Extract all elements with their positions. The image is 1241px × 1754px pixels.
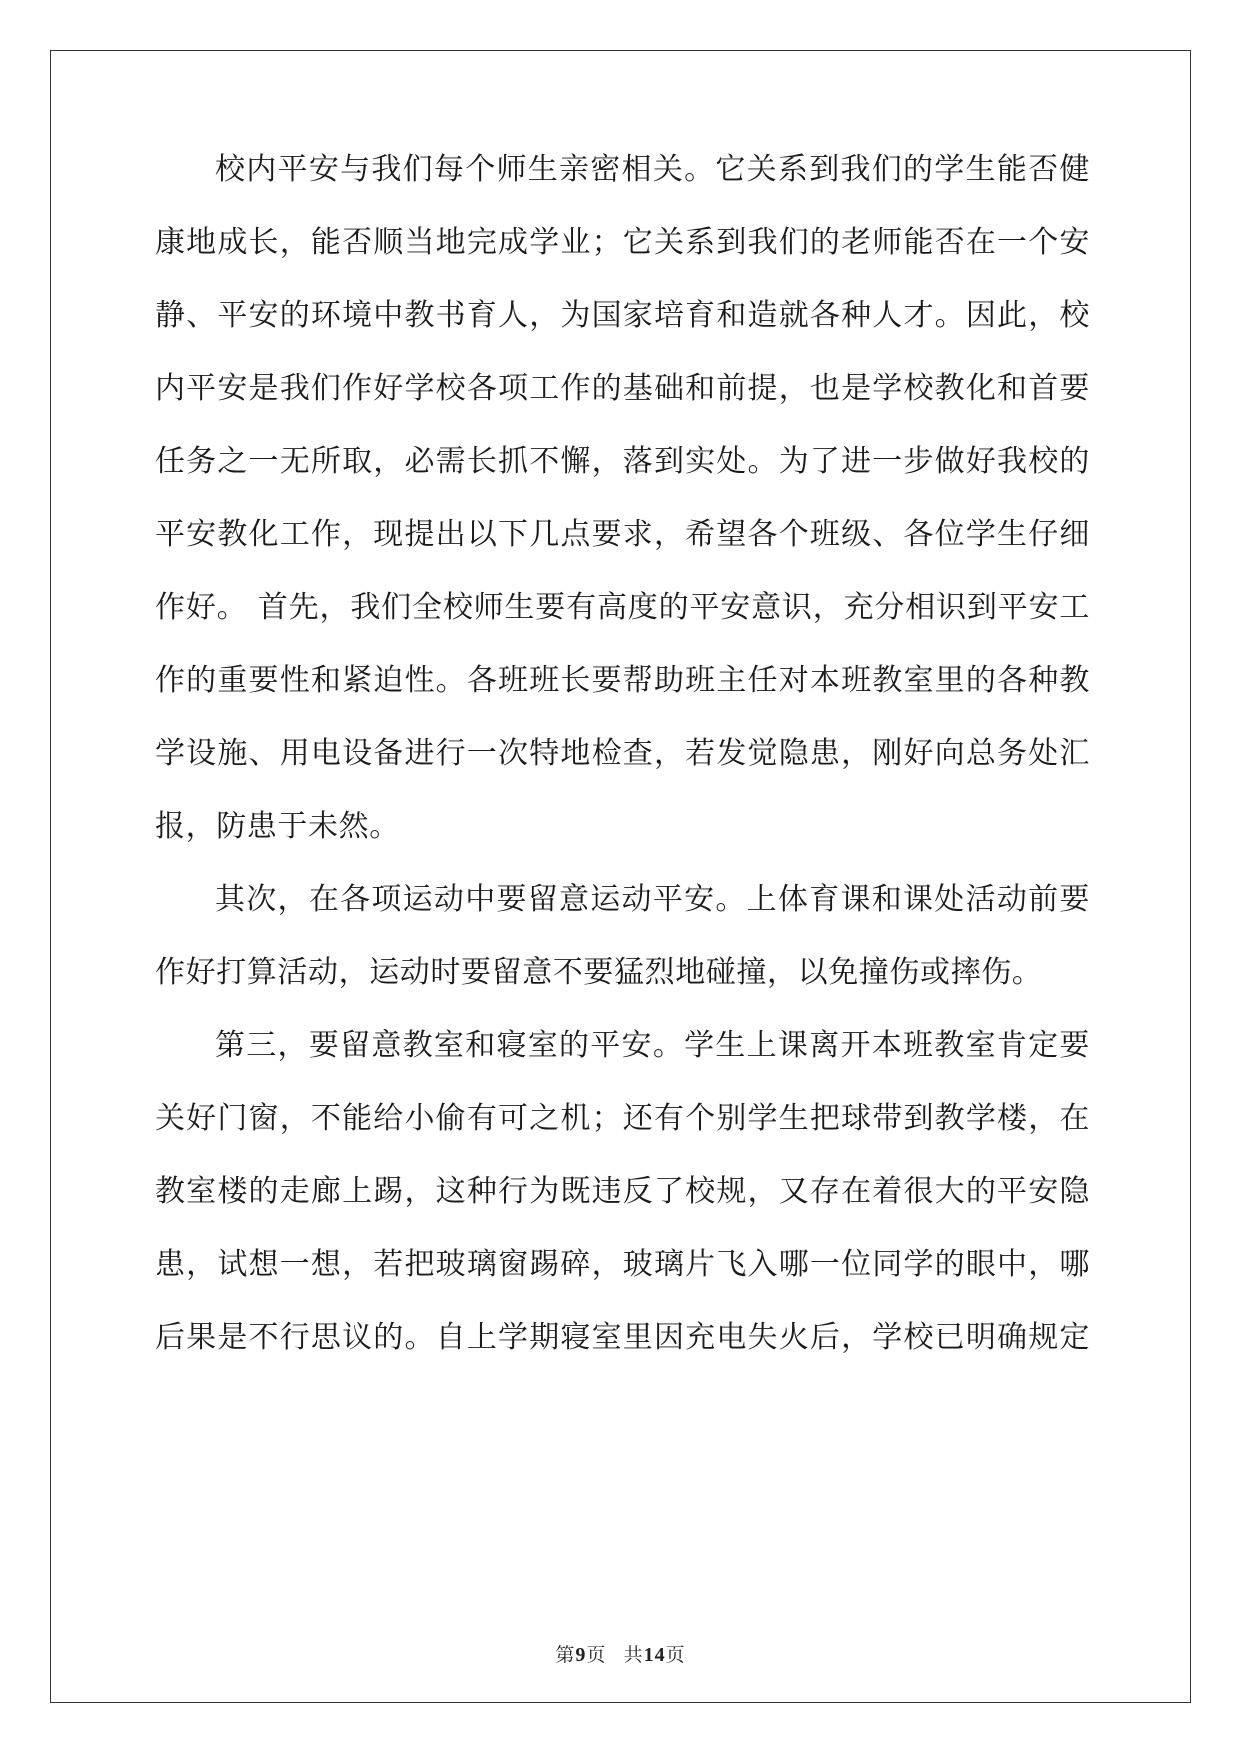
paragraph-1-line-10: 报，防患于未然。 bbox=[155, 809, 400, 844]
total-prefix: 共 bbox=[623, 1645, 644, 1666]
page-footer bbox=[0, 1640, 1241, 1667]
page-prefix: 第 bbox=[555, 1645, 576, 1666]
paragraph-2-line-1: 其次，在各项运动中要留意运动平安。上体育课和课处活动前要 bbox=[215, 882, 1090, 917]
paragraph-1-line-4: 内平安是我们作好学校各项工作的基础和前提，也是学校教化和首要 bbox=[155, 371, 1090, 406]
paragraph-3-line-5: 后果是不行思议的。自上学期寝室里因充电失火后，学校已明确规定 bbox=[155, 1320, 1090, 1355]
total-pages: 14 bbox=[643, 1644, 666, 1666]
paragraph-2-line-2: 作好打算活动，运动时要留意不要猛烈地碰撞，以免撞伤或摔伤。 bbox=[155, 955, 1043, 990]
paragraph-1-line-6: 平安教化工作，现提出以下几点要求，希望各个班级、各位学生仔细 bbox=[155, 517, 1090, 552]
paragraph-3-line-1: 第三，要留意教室和寝室的平安。学生上课离开本班教室肯定要 bbox=[215, 1028, 1090, 1063]
paragraph-1-line-1: 校内平安与我们每个师生亲密相关。它关系到我们的学生能否健 bbox=[215, 152, 1090, 187]
paragraph-1-line-7: 作好。 首先，我们全校师生要有高度的平安意识，充分相识到平安工 bbox=[155, 590, 1090, 625]
paragraph-1-line-9: 学设施、用电设备进行一次特地检查，若发觉隐患，刚好向总务处汇 bbox=[155, 736, 1090, 771]
paragraph-3-line-3: 教室楼的走廊上踢，这种行为既违反了校规，又存在着很大的平安隐 bbox=[155, 1174, 1090, 1209]
paragraph-1-line-8: 作的重要性和紧迫性。各班班长要帮助班主任对本班教室里的各种教 bbox=[155, 663, 1090, 698]
page-number: 9 bbox=[575, 1644, 587, 1666]
paragraph-3-line-4: 患，试想一想，若把玻璃窗踢碎，玻璃片飞入哪一位同学的眼中，哪 bbox=[155, 1247, 1090, 1282]
paragraph-1-line-5: 任务之一无所取，必需长抓不懈，落到实处。为了进一步做好我校的 bbox=[155, 444, 1090, 479]
paragraph-1-line-2: 康地成长，能否顺当地完成学业；它关系到我们的老师能否在一个安 bbox=[155, 225, 1090, 260]
total-suffix: 页 bbox=[665, 1645, 686, 1666]
paragraph-3-line-2: 关好门窗，不能给小偷有可之机；还有个别学生把球带到教学楼，在 bbox=[155, 1101, 1090, 1136]
page-suffix: 页 bbox=[586, 1645, 607, 1666]
paragraph-1-line-3: 静、平安的环境中教书育人，为国家培育和造就各种人才。因此，校 bbox=[155, 298, 1090, 333]
